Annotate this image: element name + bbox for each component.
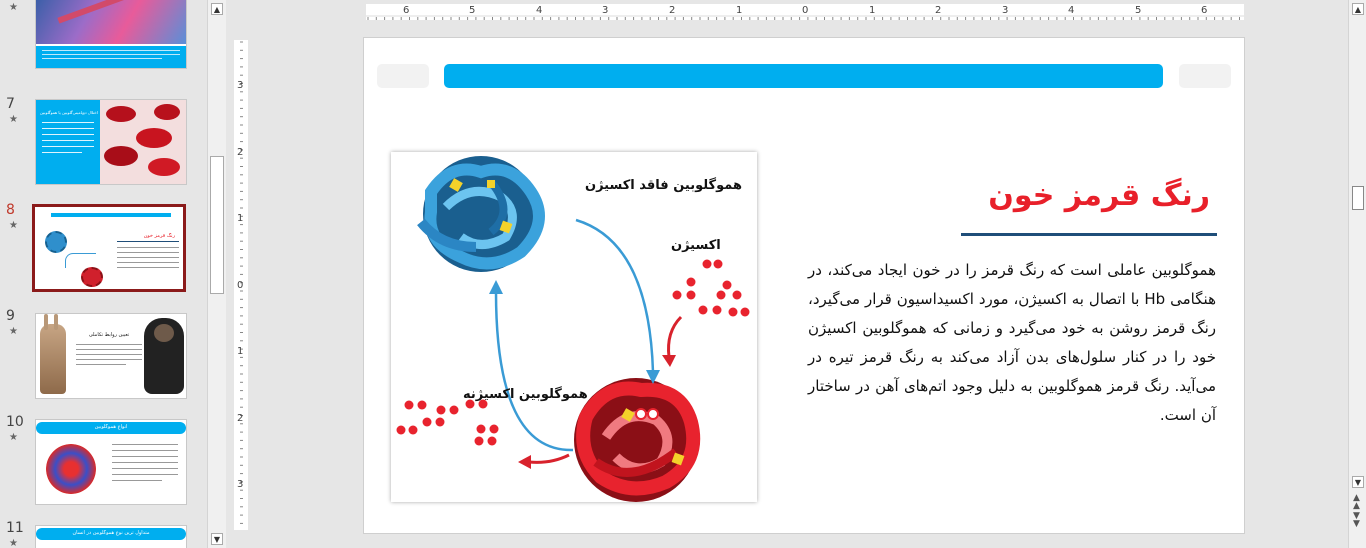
- thumbnail-slide-11[interactable]: [0, 520, 207, 548]
- next-slide-icon[interactable]: ▼ ▼: [1353, 511, 1360, 529]
- thumbnail-title: رنگ قرمز خون: [143, 233, 175, 239]
- thumbnail-title: انواع هموگلوبین: [94, 424, 128, 430]
- thumbnail-title: تعیین روابط تکاملی: [88, 332, 130, 338]
- oxy-hemoglobin-molecule: [574, 378, 698, 502]
- header-left-tab: [377, 64, 429, 88]
- title-underline: [961, 233, 1217, 236]
- scrollbar-thumb[interactable]: [1352, 186, 1364, 210]
- ruler-label: 4: [536, 5, 543, 16]
- ruler-label: 6: [403, 5, 410, 16]
- slide-number: 11: [6, 520, 24, 536]
- ruler-label: 1: [237, 346, 244, 357]
- slide-title[interactable]: رنگ قرمز خون: [988, 178, 1210, 213]
- thumbnail-preview[interactable]: [36, 420, 186, 504]
- ruler-label: 1: [869, 5, 876, 16]
- horizontal-ruler: [366, 4, 1244, 20]
- ruler-label: 2: [237, 147, 244, 158]
- hemoglobin-diagram[interactable]: [391, 152, 757, 502]
- ruler-label: 5: [1135, 5, 1142, 16]
- thumbnail-scrollbar[interactable]: [207, 0, 226, 548]
- label-oxy-hemoglobin: هموگلوبین اکسیژنه: [463, 387, 588, 402]
- thumbnail-preview[interactable]: [36, 526, 186, 548]
- ruler-label: 2: [935, 5, 942, 16]
- star-icon: ★: [9, 538, 18, 548]
- thumbnail-preview[interactable]: [36, 0, 186, 68]
- star-icon: ★: [9, 432, 18, 443]
- slide-number: 7: [6, 96, 15, 112]
- ruler-label: 5: [469, 5, 476, 16]
- slide-canvas[interactable]: [364, 38, 1244, 533]
- label-deoxy-hemoglobin: هموگلوبین فاقد اکسیژن: [585, 178, 742, 193]
- thumbnail-title: متداول ترین نوع هموگلوبین در انسان: [72, 530, 150, 536]
- vertical-ruler: [234, 40, 248, 530]
- thumbnail-slide-8[interactable]: [0, 202, 207, 298]
- star-icon: ★: [9, 220, 18, 231]
- ruler-label: 1: [237, 213, 244, 224]
- star-icon: ★: [9, 326, 18, 337]
- ruler-label: 3: [237, 479, 244, 490]
- thumbnail-preview-selected[interactable]: [32, 204, 186, 292]
- ruler-label: 3: [1002, 5, 1009, 16]
- ruler-label: 2: [237, 413, 244, 424]
- star-icon: ★: [9, 2, 18, 13]
- scroll-down-arrow-icon[interactable]: ▼: [1352, 476, 1364, 488]
- slide-number: 9: [6, 308, 15, 324]
- header-accent-bar: [444, 64, 1163, 88]
- thumbnail-preview[interactable]: [36, 314, 186, 398]
- ruler-label: 4: [1068, 5, 1075, 16]
- scroll-down-arrow-icon[interactable]: ▼: [211, 533, 223, 545]
- ruler-label: 0: [237, 280, 244, 291]
- ruler-label: 3: [602, 5, 609, 16]
- deoxy-hemoglobin-molecule: [421, 156, 539, 272]
- ruler-label: 1: [736, 5, 743, 16]
- ruler-label: 2: [669, 5, 676, 16]
- ruler-label: 6: [1201, 5, 1208, 16]
- slide-body-text[interactable]: هموگلوبین عاملی است که رنگ قرمز را در خون ایجاد می‌کند، در هنگامی Hb با اتصال به اکسیژن، مورد اکسیداسیون قرار می‌گیرد، رنگ قرمز روشن به خود می‌گیرد و زمانی که هموگلوبین اکسیژن خود را در کنار سلول‌های بدن آزاد می‌کند به رنگ قرمز تیره در می‌آید. رنگ قرمز هموگلوبین به دلیل وجود اتم‌های آهن در ساختار آن است.: [808, 261, 1216, 424]
- previous-slide-icon[interactable]: ▲ ▲: [1353, 493, 1360, 511]
- slide-number: 8: [6, 202, 15, 218]
- ruler-label: 0: [802, 5, 809, 16]
- thumbnail-slide-9[interactable]: [0, 308, 207, 404]
- label-oxygen: اکسیژن: [671, 238, 721, 253]
- ruler-label: 3: [237, 80, 244, 91]
- thumbnail-title: اختلال دوپامینی‌گلوبین یا هموگلوبین: [40, 110, 98, 115]
- scroll-up-arrow-icon[interactable]: ▲: [211, 3, 223, 15]
- scrollbar-thumb[interactable]: [210, 156, 224, 294]
- scroll-up-arrow-icon[interactable]: ▲: [1352, 3, 1364, 15]
- thumbnail-preview[interactable]: [36, 100, 186, 184]
- thumbnail-slide-6[interactable]: [0, 0, 207, 86]
- star-icon: ★: [9, 114, 18, 125]
- slide-number: 10: [6, 414, 24, 430]
- main-scrollbar[interactable]: [1348, 0, 1366, 548]
- slide-thumbnail-pane: [0, 0, 207, 548]
- thumbnail-slide-10[interactable]: [0, 414, 207, 510]
- header-right-tab: [1179, 64, 1231, 88]
- thumbnail-slide-7[interactable]: [0, 96, 207, 192]
